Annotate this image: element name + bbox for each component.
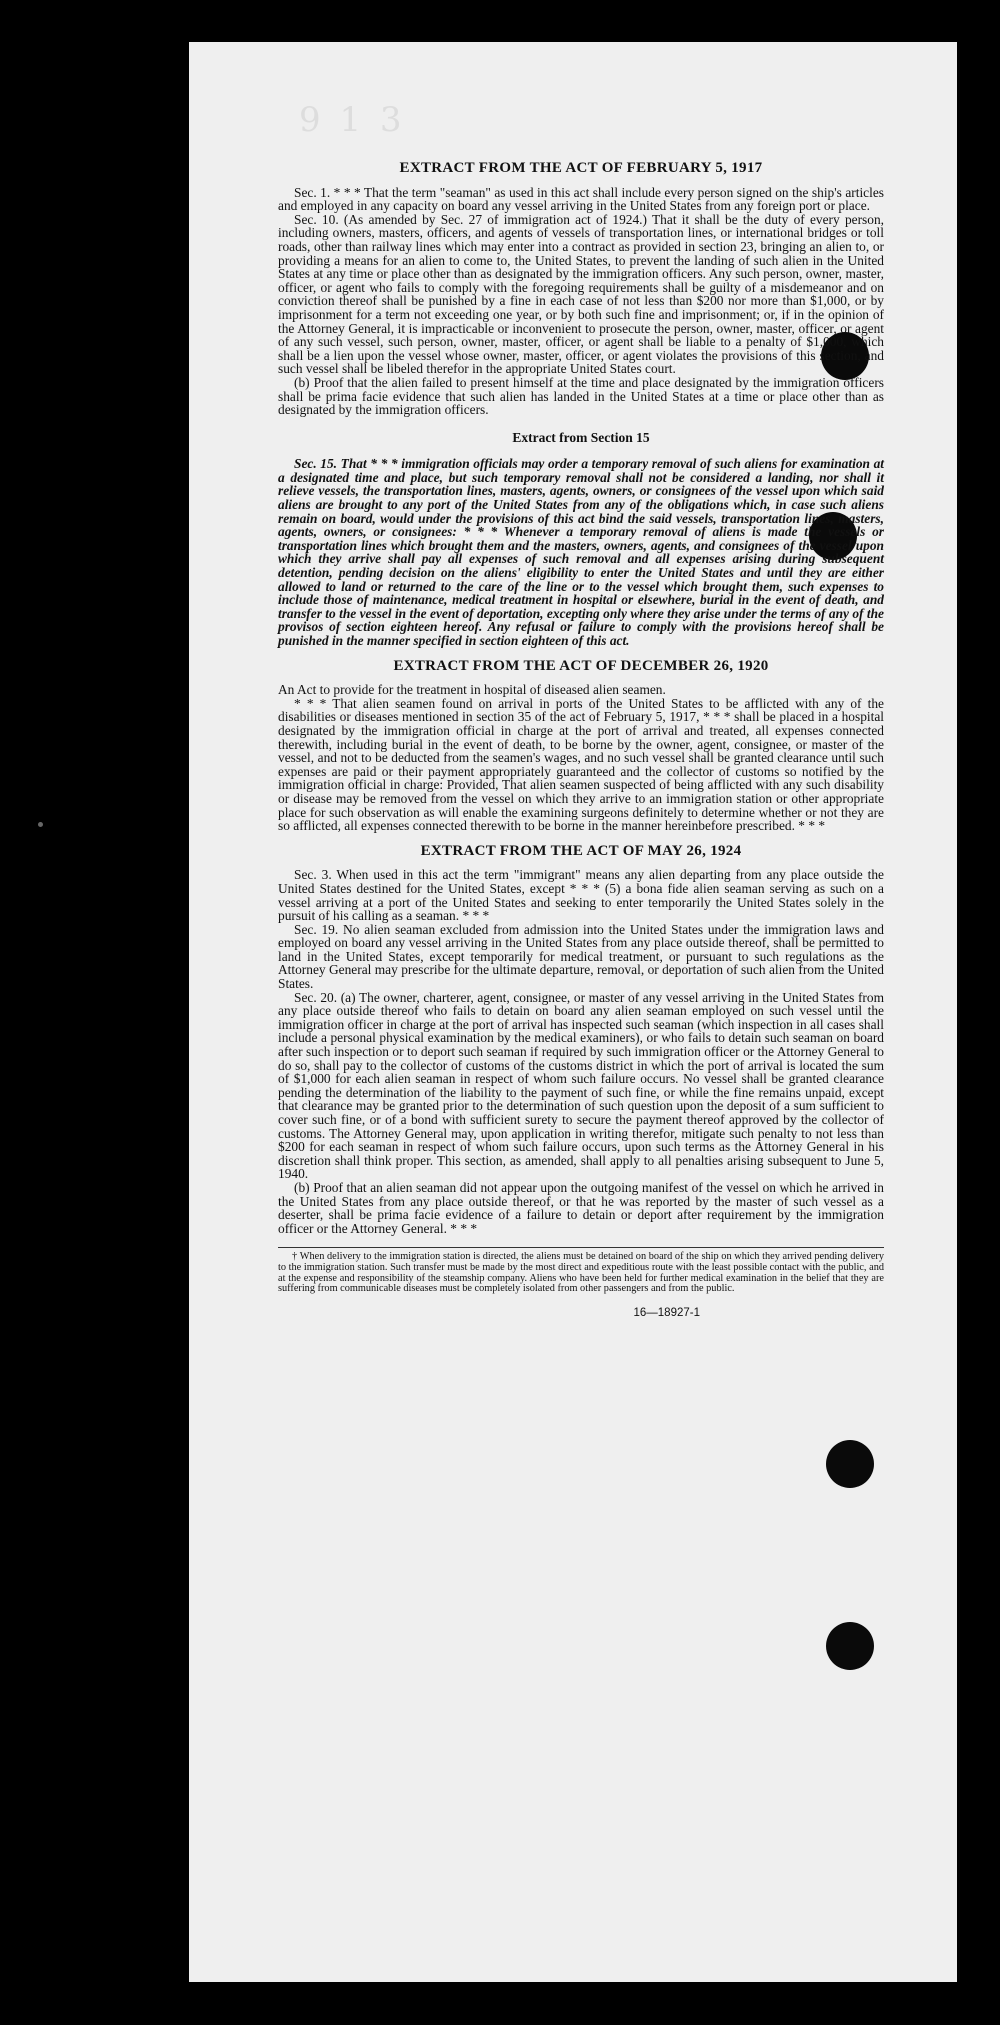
paragraph-section-15: Sec. 15. That * * * immigration officials may order a temporary removal of such aliens for examination at a designated time and place, but such temporary removal shall not be considered a landing, nor shall it relieve vessels, the transportation lines, masters, agents, owners, or consignees of the vessel upon which said aliens are brought to any port of the United States from any of the obligations which, in case such aliens remain on board, would under the provisions of this act bind the said vessels, transportation lines, masters, agents, owners, or consignees: * * * Whenever a temporary removal of aliens is made the vessels or transportation lines which brought them and the masters, owners, agents, and consignees of the vessel upon which they arrive shall pay all expenses of such removal and all expenses arising during subsequent detention, pending decision on the aliens' eligibility to enter the United States and until they are either allowed to land or returned to the care of the line or to the vessel which brought them, such expenses to include those of maintenance, medical treatment in hospital or elsewhere, burial in the event of death, and transfer to the vessel in the event of deportation, excepting only where they arise under the terms of any of the provisos of section eighteen hereof. Any refusal or failure to comply with the provisions hereof shall be punished in the manner specified in section eighteen of this act. xyxy=(278,456,884,648)
heading-act-1920: EXTRACT FROM THE ACT OF DECEMBER 26, 1920 xyxy=(393,657,769,674)
form-code: 16—18927-1 xyxy=(633,1306,700,1319)
paragraph-1924-b: (b) Proof that an alien seaman did not appear upon the outgoing manifest of the vessel on which he arrived in the United States from any place outside thereof, or that he was reported by the master of such vessel as a deserter, shall be prima facie evidence of a failure to detain or deport after requirement by the immigration officer or the Attorney General. * * * xyxy=(278,1179,884,1236)
punch-hole-4 xyxy=(826,1622,874,1670)
stray-dust-mark xyxy=(38,822,43,827)
punch-hole-3 xyxy=(826,1440,874,1488)
paragraph-1924-sec19: Sec. 19. No alien seaman excluded from admission into the United States under the immigration laws and employed on board any vessel arriving in the United States from any place outside thereof, shall be permitted to land in the United States, except temporarily for medical treatment, or pursuant to such regulations as the Attorney General may prescribe for the ultimate departure, removal, or deportation of such alien from the United States. xyxy=(278,921,884,992)
heading-act-1924: EXTRACT FROM THE ACT OF MAY 26, 1924 xyxy=(420,842,742,859)
paragraph-1920-body: * * * That alien seamen found on arrival in ports of the United States to be afflicted with any of the disabilities or diseases mentioned in section 35 of the act of February 5, 1917, * * * shall be placed in a hospital designated by the immigration official in charge at the port of arrival and treated, all expenses connected therewith, including burial in the event of death, to be borne by the owner, agent, consignee, or master of the vessel, and not to be deducted from the seamen's wages, and no such vessel shall be granted clearance until such expenses are paid or their payment appropriately guaranteed and the collector of customs so notified by the immigration official in charge: Provided, That alien seamen suspected of being afflicted with any such disability or disease may be removed from the vessel on which they arrive to an immigration station or other appropriate place for such observation as will enable the examining surgeons definitely to determine whether or not they are so afflicted, all expenses connected therewith to be borne in the manner hereinbefore prescribed. * * * xyxy=(278,695,884,834)
paragraph-1920-title: An Act to provide for the treatment in hospital of diseased alien seamen. xyxy=(278,682,666,698)
footnote-divider xyxy=(278,1247,884,1248)
heading-act-1917: EXTRACT FROM THE ACT OF FEBRUARY 5, 1917 xyxy=(399,160,763,176)
faint-bleed-through-mark: 9 1 3 xyxy=(299,100,406,140)
subheading-section-15: Extract from Section 15 xyxy=(512,429,650,445)
footnote-text: † When delivery to the immigration station is directed, the aliens must be detained on board of the ship on which they arrived pending delivery to the immigration station. Such transfer must be made by the most direct and expeditious route with the least possible contact with the public, and at the expense and responsibility of the steamship company. Aliens who have been held for further medical examination in the belief that they are suffering from communicable diseases must be completely isolated from other passengers and from the public. xyxy=(278,1251,884,1295)
paragraph-1924-sec3: Sec. 3. When used in this act the term "immigrant" means any alien departing from any place outside the United States destined for the United States, except * * * (5) a bona fide alien seaman serving as such on a vessel arriving at a port of the United States and seeking to enter temporarily the United States solely in the pursuit of his calling as a seaman. * * * xyxy=(278,867,884,924)
paragraph-1917-sec1: Sec. 1. * * * That the term "seaman" as used in this act shall include every person signed on the ship's articles and employed in any capacity on board any vessel arriving in the United States from any foreign port or place. xyxy=(278,184,884,214)
paragraph-1917-sec10: Sec. 10. (As amended by Sec. 27 of immigration act of 1924.) That it shall be the duty of every person, including owners, masters, officers, and agents of vessels of transportation lines, or international bridges or toll roads, other than railway lines which may enter into a contract as provided in section 23, bringing an alien to, or providing a means for an alien to come to, the United States, to prevent the landing of such alien in the United States at any time or place other than as designated by the immigration officers. Any such person, owner, master, officer, or agent who fails to comply with the foregoing requirements shall be guilty of a misdemeanor and on conviction thereof shall be punished by a fine in each case of not less than $200 nor more than $1,000, or by imprisonment for a term not exceeding one year, or by both such fine and imprisonment; or, if in the opinion of the Attorney General, it is impracticable or inconvenient to prosecute the person, owner, master, officer, or agent of any such vessel, such person, owner, master, officer, or agent shall be liable to a penalty of $1,000, which shall be a lien upon the vessel whose owner, master, officer, or agent violates the provisions of this section, and such vessel shall be libeled therefor in the appropriate United States court. xyxy=(278,211,884,377)
paragraph-1917-b: (b) Proof that the alien failed to present himself at the time and place designated by the immigration officers shall be prima facie evidence that such alien has landed in the United States at a time or place other than as designated by the immigration officers. xyxy=(278,374,884,418)
document-body xyxy=(278,150,884,1320)
paragraph-1924-sec20: Sec. 20. (a) The owner, charterer, agent, consignee, or master of any vessel arriving in the United States from any place outside thereof who fails to detain on board any alien seaman employed on such vessel until the immigration officer in charge at the port of arrival has inspected such seaman (which inspection in all cases shall include a personal physical examination by the medical examiners), or who fails to detain such seaman on board after such inspection or to deport such seaman if required by such immigration officer or the Attorney General to do so, shall pay to the collector of customs of the customs district in which the port of arrival is located the sum of $1,000 for each alien seaman in respect of whom such failure occurs. No vessel shall be granted clearance pending the determination of the liability to the payment of such fine, or while the fine remains unpaid, except that clearance may be granted prior to the determination of such question upon the deposit of a sum sufficient to cover such fine, or of a bond with sufficient surety to secure the payment thereof approved by the collector of customs. The Attorney General may, upon application in writing therefor, mitigate such penalty to not less than $200 for each seaman in respect of whom such failure occurs, upon such terms as the Attorney General in his discretion shall think proper. This section, as amended, shall apply to all penalties arising subsequent to June 5, 1940. xyxy=(278,989,884,1182)
footnote xyxy=(278,1252,884,1294)
document-page xyxy=(189,42,957,1982)
